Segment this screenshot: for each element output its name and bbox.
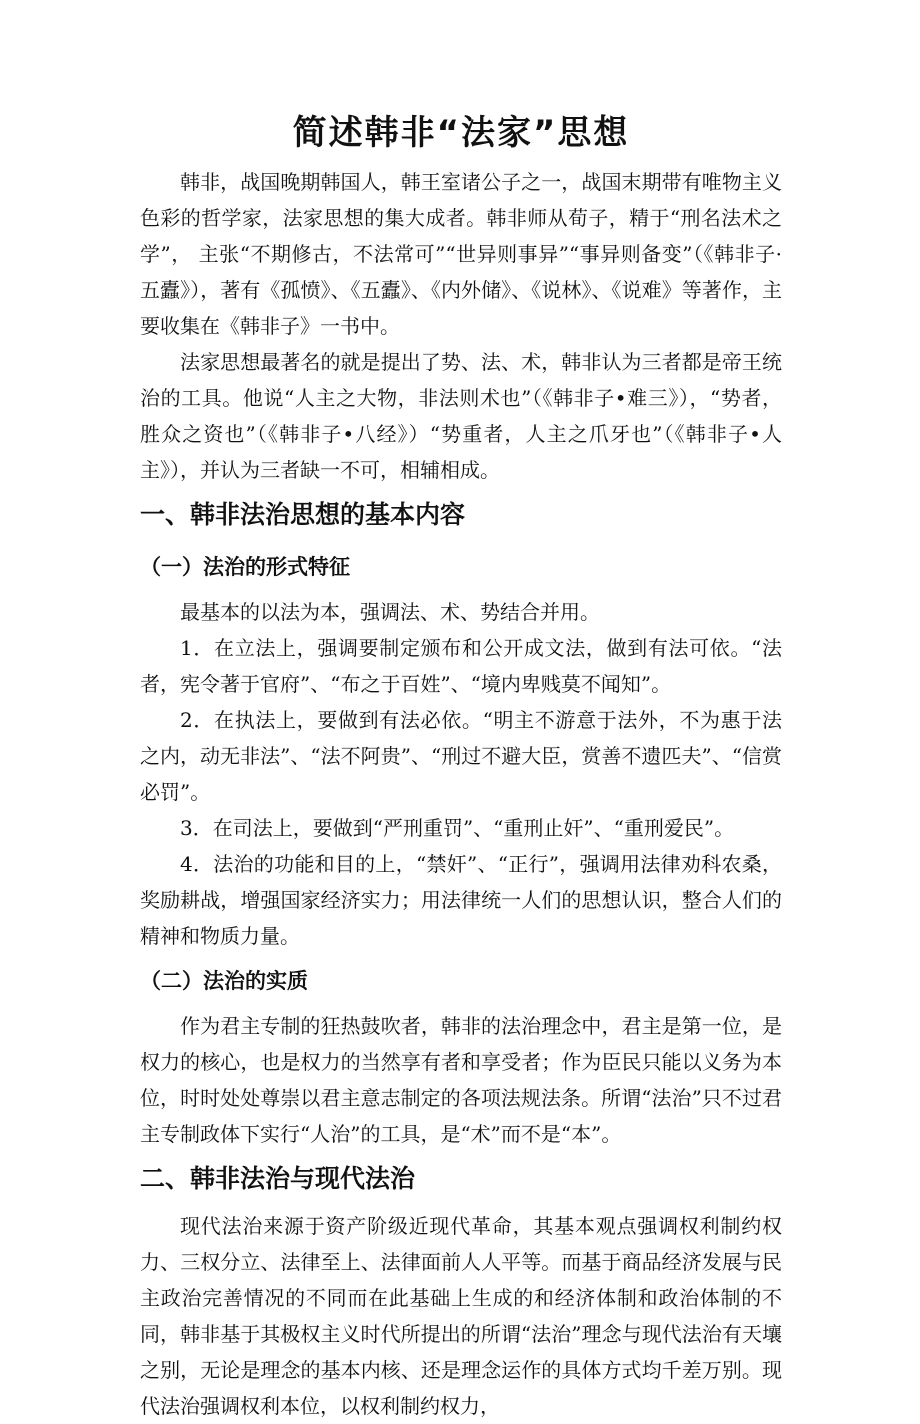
subsection-heading: （二）法治的实质 bbox=[140, 969, 308, 993]
intro-paragraph: 法家思想最著名的就是提出了势、法、术，韩非认为三者都是帝王统治的工具。他说“人主之大物，非法则术也”（《韩非子•难三》），“势者，胜众之资也”（《韩非子•八经》）“势重者，人主之爪牙也”（《韩非子•人主》），并认为三者缺一不可，相辅相成。 bbox=[140, 350, 782, 482]
body-paragraph: 2．在执法上，要做到有法必依。“明主不游意于法外，不为惠于法之内，动无非法”、“法不阿贵”、“刑过不避大臣，赏善不遗匹夫”、“信赏必罚”。 bbox=[140, 708, 782, 804]
body-paragraph: 作为君主专制的狂热鼓吹者，韩非的法治理念中，君主是第一位，是权力的核心，也是权力的当然享有者和享受者；作为臣民只能以义务为本位，时时处处尊崇以君主意志制定的各项法规法条。所谓“法治”只不过君主专制政体下实行“人治”的工具，是“术”而不是“本”。 bbox=[140, 1014, 782, 1146]
body-paragraph: 4．法治的功能和目的上，“禁奸”、“正行”，强调用法律劝科农桑，奖励耕战，增强国家经济实力；用法律统一人们的思想认识，整合人们的精神和物质力量。 bbox=[140, 852, 782, 948]
subsection-heading: （一）法治的形式特征 bbox=[140, 555, 350, 579]
body-paragraph: 现代法治来源于资产阶级近现代革命，其基本观点强调权利制约权力、三权分立、法律至上、法律面前人人平等。而基于商品经济发展与民主政治完善情况的不同而在此基础上生成的和经济体制和政治体制的不同，韩非基于其极权主义时代所提出的所谓“法治”理念与现代法治有天壤之别，无论是理念的基本内核、还是理念运作的具体方式均千差万别。现代法治强调权利本位，以权利制约权力， bbox=[140, 1214, 782, 1418]
section-heading: 二、韩非法治与现代法治 bbox=[140, 1164, 416, 1193]
section-heading: 一、韩非法治思想的基本内容 bbox=[140, 500, 466, 529]
body-paragraph: 1．在立法上，强调要制定颁布和公开成文法，做到有法可依。“法者，宪令著于官府”、“布之于百姓”、“境内卑贱莫不闻知”。 bbox=[140, 636, 782, 696]
body-paragraph: 最基本的以法为本，强调法、术、势结合并用。 bbox=[180, 600, 600, 624]
document-title: 简述韩非“法家”思想 bbox=[292, 113, 630, 153]
body-paragraph: 3．在司法上，要做到“严刑重罚”、“重刑止奸”、“重刑爱民”。 bbox=[180, 816, 735, 840]
intro-paragraph: 韩非，战国晚期韩国人，韩王室诸公子之一，战国末期带有唯物主义色彩的哲学家，法家思想的集大成者。韩非师从荀子，精于“刑名法术之学”， 主张“不期修古，不法常可”“世异则事异”“事异则备变”（《韩非子·五蠹》），著有《孤愤》、《五蠹》、《内外储》、《说林》、《说难》等著作，主要收集在《韩非子》一书中。 bbox=[140, 170, 782, 338]
